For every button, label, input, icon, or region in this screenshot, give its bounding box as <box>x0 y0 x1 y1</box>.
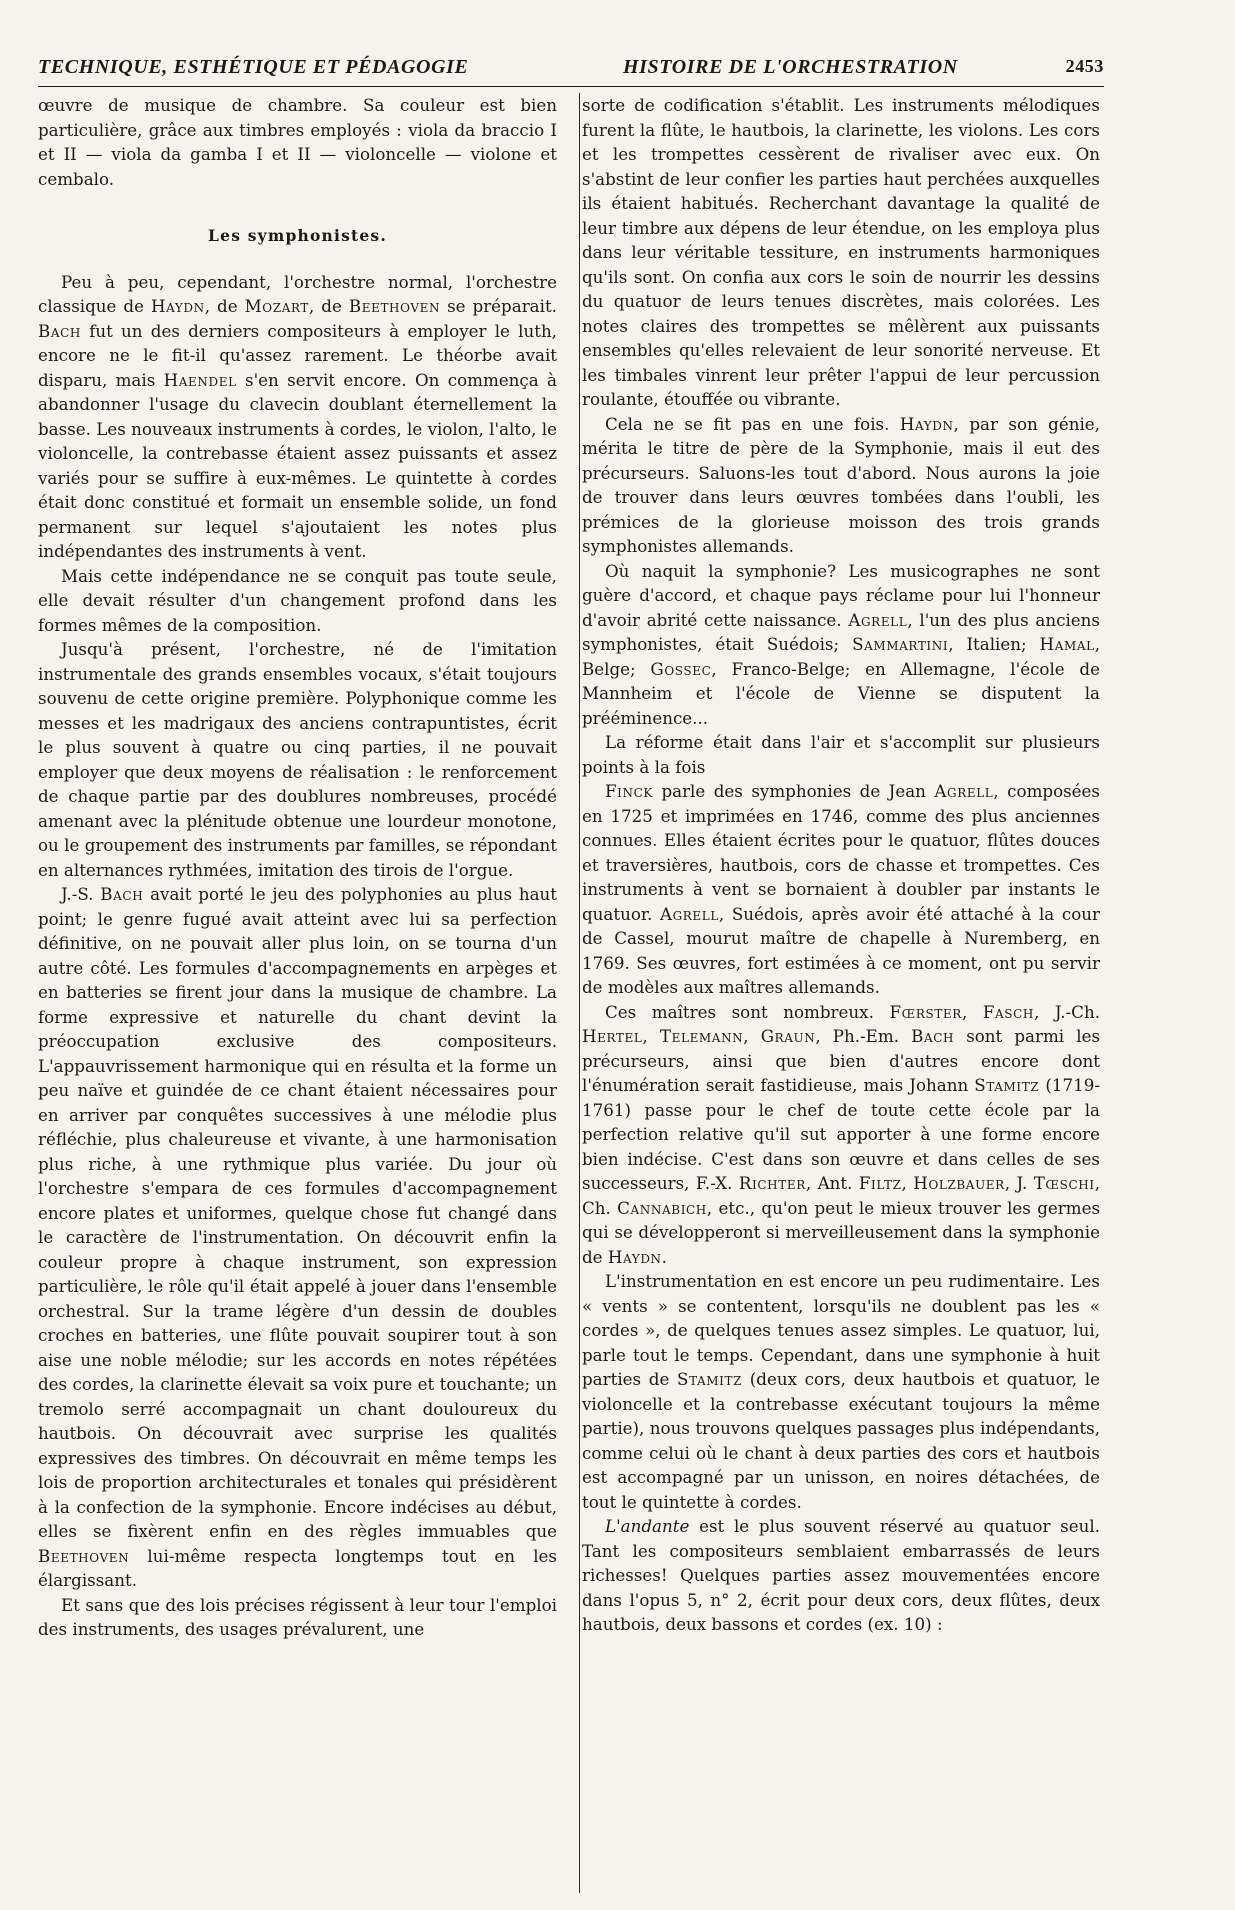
paragraph: La réforme était dans l'air et s'accomplit sur plusieurs points à la fois <box>582 732 1100 777</box>
proper-name: Agrell <box>934 781 994 801</box>
proper-name: Haydn <box>607 1246 662 1267</box>
proper-name: Filtz <box>858 1173 902 1193</box>
proper-name: Holzbauer <box>913 1173 1005 1193</box>
proper-name: Hamal <box>1039 634 1095 654</box>
proper-name: Richter <box>738 1173 806 1193</box>
proper-name: Cannabich <box>617 1197 707 1218</box>
paragraph: Où naquit la symphonie? Les musicographes ne sont guère d'accord, et chaque pays réclame pour lui l'honneur d'avoir abrité cette naissance. Agrell, l'un des plus anciens symphonistes, était Suédois; Sammartini, Italien; Hamal, Belge; Gossec, Franco-Belge; en Allemagne, l'école de Mannheim et l'école de Vienne se disputent la prééminence... <box>582 560 1100 728</box>
proper-name: Agrell <box>659 903 719 924</box>
section-title: Les symphonistes. <box>208 226 387 245</box>
running-header <box>38 56 1104 86</box>
proper-name: Beethoven <box>348 296 441 316</box>
proper-name: Finck <box>605 781 653 801</box>
paragraph: Ces maîtres sont nombreux. Fœrster, Fasch, J.-Ch. Hertel, Telemann, Graun, Ph.-Em. Bach sont parmi les précurseurs, ainsi que bien d'autres encore dont l'énumération serait fastidieuse, mais Johann Stamitz (1719-1761) passe pour le chef de toute cette école par la perfection relative qu'il sut apporter à une forme encore bien indécise. C'est dans son œuvre et dans celles de ses successeurs, F.-X. Richter, Ant. Filtz, Holzbauer, J. Tœschi, Ch. Cannabich, etc., qu'on peut le mieux trouver les germes qui se développeront si merveilleusement dans la symphonie de Haydn. <box>582 1001 1101 1267</box>
proper-name: Hertel <box>582 1026 643 1046</box>
proper-name: Sammartini <box>852 634 949 654</box>
proper-name: Haydn <box>150 296 205 316</box>
proper-name: Stamitz <box>974 1075 1040 1095</box>
paragraph: Cela ne se fit pas en une fois. Haydn, par son génie, mérita le titre de père de la Symphonie, mais il eut des précurseurs. Saluons-les tout d'abord. Nous aurons la joie de trouver dans leurs œuvres tombées dans l'oubli, les prémices de la glorieuse moisson des trois grands symphonistes allemands. <box>582 413 1100 556</box>
paragraph: Et sans que des lois précises régissent à leur tour l'emploi des instruments, des usages prévalurent, une <box>38 1594 557 1639</box>
proper-name: Bach <box>100 884 144 904</box>
paragraph: Finck parle des symphonies de Jean Agrell, composées en 1725 et imprimées en 1746, comme des plus anciennes connues. Elles étaient écrites pour le quatuor, flûtes douces et traversières, hautbois, cors de chasse et trompettes. Ces instruments à vent se bornaient à doubler par instants le quatuor. Agrell, Suédois, après avoir été attaché à la cour de Cassel, mourut maître de chapelle à Nuremberg, en 1769. Ses œuvres, fort estimées à ce moment, ont pu servir de modèles aux maîtres allemands. <box>582 781 1100 997</box>
paragraph: J.-S. Bach avait porté le jeu des polyphonies au plus haut point; le genre fugué avait atteint avec lui sa perfection définitive, on ne pouvait aller plus loin, on se tourna d'un autre côté. Les formules d'accompagnements en arpèges et en batteries se firent jour dans la musique de chambre. La forme expressive et naturelle du chant devint la préoccupation exclusive des compositeurs. L'appauvrissement harmonique qui en résulta et la forme un peu naïve et guindée de ce chant étaient nécessaires pour en arriver par conquêtes successives à une mélodie plus réfléchie, plus chaleureuse et vivante, à une harmonisation plus riche, à une rythmique plus variée. Du jour où l'orchestre s'empara de ces formules d'accompagnement encore plates et uniformes, quelque chose fut changé dans le caractère de l'instrumentation. On découvrit enfin la couleur propre à chaque instrument, son expression particulière, le rôle qu'il était appelé à jouer dans l'ensemble orchestral. Sur la trame légère d'un dessin de doubles croches en batteries, une flûte pouvait soupirer tout à son aise une noble mélodie; sur les accords en notes répétées des cordes, la clarinette élevait sa voix pure et touchante; un tremolo serré accompagnait un chant douloureux du hautbois. On découvrait avec surprise les qualités expressives des timbres. On découvrait en même temps les lois de proportion architecturales et tonales qui présidèrent à la confection de la symphonie. Encore indécises au début, elles se fixèrent enfin en des règles immuables que Beethoven lui-même respecta longtemps tout en les élargissant. <box>38 884 557 1590</box>
header-left-title: TECHNIQUE, ESTHÉTIQUE ET PÉDAGOGIE <box>38 56 469 78</box>
proper-name: Bach <box>38 320 81 341</box>
header-right-title: HISTOIRE DE L'ORCHESTRATION <box>623 56 958 78</box>
paragraph: sorte de codification s'établit. Les instruments mélodiques furent la flûte, le hautbois, la clarinette, les violons. Les cors et les trompettes cessèrent de rivaliser avec eux. On s'abstint de leur confier les parties haut perchées auxquelles ils étaient habitués. Recherchant davantage la qualité de leur timbre aux dépens de leur étendue, on les employa plus dans leur véritable tessiture, en instruments harmoniques qu'ils sont. On confia aux cors le soin de nourrir les dessins du quatuor de leurs tenues discrètes, mais colorées. Les notes claires des trompettes se mêlèrent aux puissants ensembles qu'elles relevaient de leur sonorité nerveuse. Et les timbales vinrent leur prêter l'appui de leur percussion roulante, étouffée ou vibrante. <box>582 95 1100 409</box>
proper-name: Bach <box>911 1026 955 1046</box>
paragraph: œuvre de musique de chambre. Sa couleur est bien particulière, grâce aux timbres employés : viola da braccio I et II — viola da gamba I et II — violoncelle — violone et cembalo. <box>38 95 557 189</box>
proper-name: Agrell <box>848 609 908 630</box>
proper-name: Tœschi <box>1033 1173 1095 1193</box>
right-column <box>582 93 1100 1637</box>
proper-name: Beethoven <box>38 1545 130 1566</box>
paragraph: Peu à peu, cependant, l'orchestre normal, l'orchestre classique de Haydn, de Mozart, de Beethoven se préparait. Bach fut un des derniers compositeurs à employer le luth, encore ne le fit-il qu'assez rarement. Le théorbe avait disparu, mais Haendel s'en servit encore. On commença à abandonner l'usage du clavecin doublant éternellement la basse. Les nouveaux instruments à cordes, le violon, l'alto, le violoncelle, la contrebasse étaient assez puissants et assez variés pour se suffire à eux-mêmes. Le quintette à cordes était donc constitué et formait un ensemble solide, un fond permanent sur lequel s'ajoutaient les notes plus indépendantes des instruments à vent. <box>38 271 557 561</box>
paragraph: L'instrumentation en est encore un peu rudimentaire. Les « vents » se contentent, lorsqu'ils ne doublent pas les « cordes », de quelques tenues assez simples. Le quatuor, lui, parle tout le temps. Cependant, dans une symphonie à huit parties de Stamitz (deux cors, deux hautbois et quatuor, le violoncelle et la contrebasse exécutant toujours la même partie), nous trouvons quelques passages plus indépendants, comme celui où le chant à deux parties des cors et hautbois est accompagné par un unisson, en noires détachées, de tout le quintette à cordes. <box>582 1271 1100 1512</box>
header-rule <box>38 86 1104 87</box>
proper-name: Fasch <box>982 1001 1034 1022</box>
paragraph: Jusqu'à présent, l'orchestre, né de l'imitation instrumentale des grands ensembles vocaux, s'était toujours souvenu de cette origine première. Polyphonique comme les messes et les madrigaux des anciens contrapuntistes, écrit le plus souvent à quatre ou cinq parties, il ne pouvait employer que deux moyens de réalisation : le renforcement de chaque partie par des doublures nombreuses, procédé amenant avec la plénitude obtenue une lourdeur monotone, ou le groupement des instruments par familles, se répondant en alternances rythmées, imitation des tirois de l'orgue. <box>38 639 557 880</box>
paragraph: Mais cette indépendance ne se conquit pas toute seule, elle devait résulter d'un changement profond dans les formes mêmes de la composition. <box>38 565 557 635</box>
italic-term: L'andante <box>605 1516 690 1536</box>
proper-name: Stamitz <box>677 1369 743 1389</box>
proper-name: Graun <box>760 1026 816 1046</box>
column-divider <box>579 93 580 1893</box>
paragraph: L'andante est le plus souvent réservé au quatuor seul. Tant les compositeurs semblaient embarrassés de leurs richesses! Quelques parties assez mouvementées encore dans l'opus 5, n° 2, écrit pour deux cors, deux flûtes, deux hautbois, deux bassons et cordes (ex. 10) : <box>582 1516 1100 1634</box>
proper-name: Haydn <box>899 413 954 434</box>
proper-name: Telemann <box>659 1026 744 1046</box>
proper-name: Fœrster <box>889 1001 962 1022</box>
left-column <box>38 93 557 1642</box>
proper-name: Mozart <box>244 296 309 316</box>
page-number: 2453 <box>1065 56 1104 76</box>
proper-name: Haendel <box>163 369 237 390</box>
proper-name: Gossec <box>650 658 712 679</box>
